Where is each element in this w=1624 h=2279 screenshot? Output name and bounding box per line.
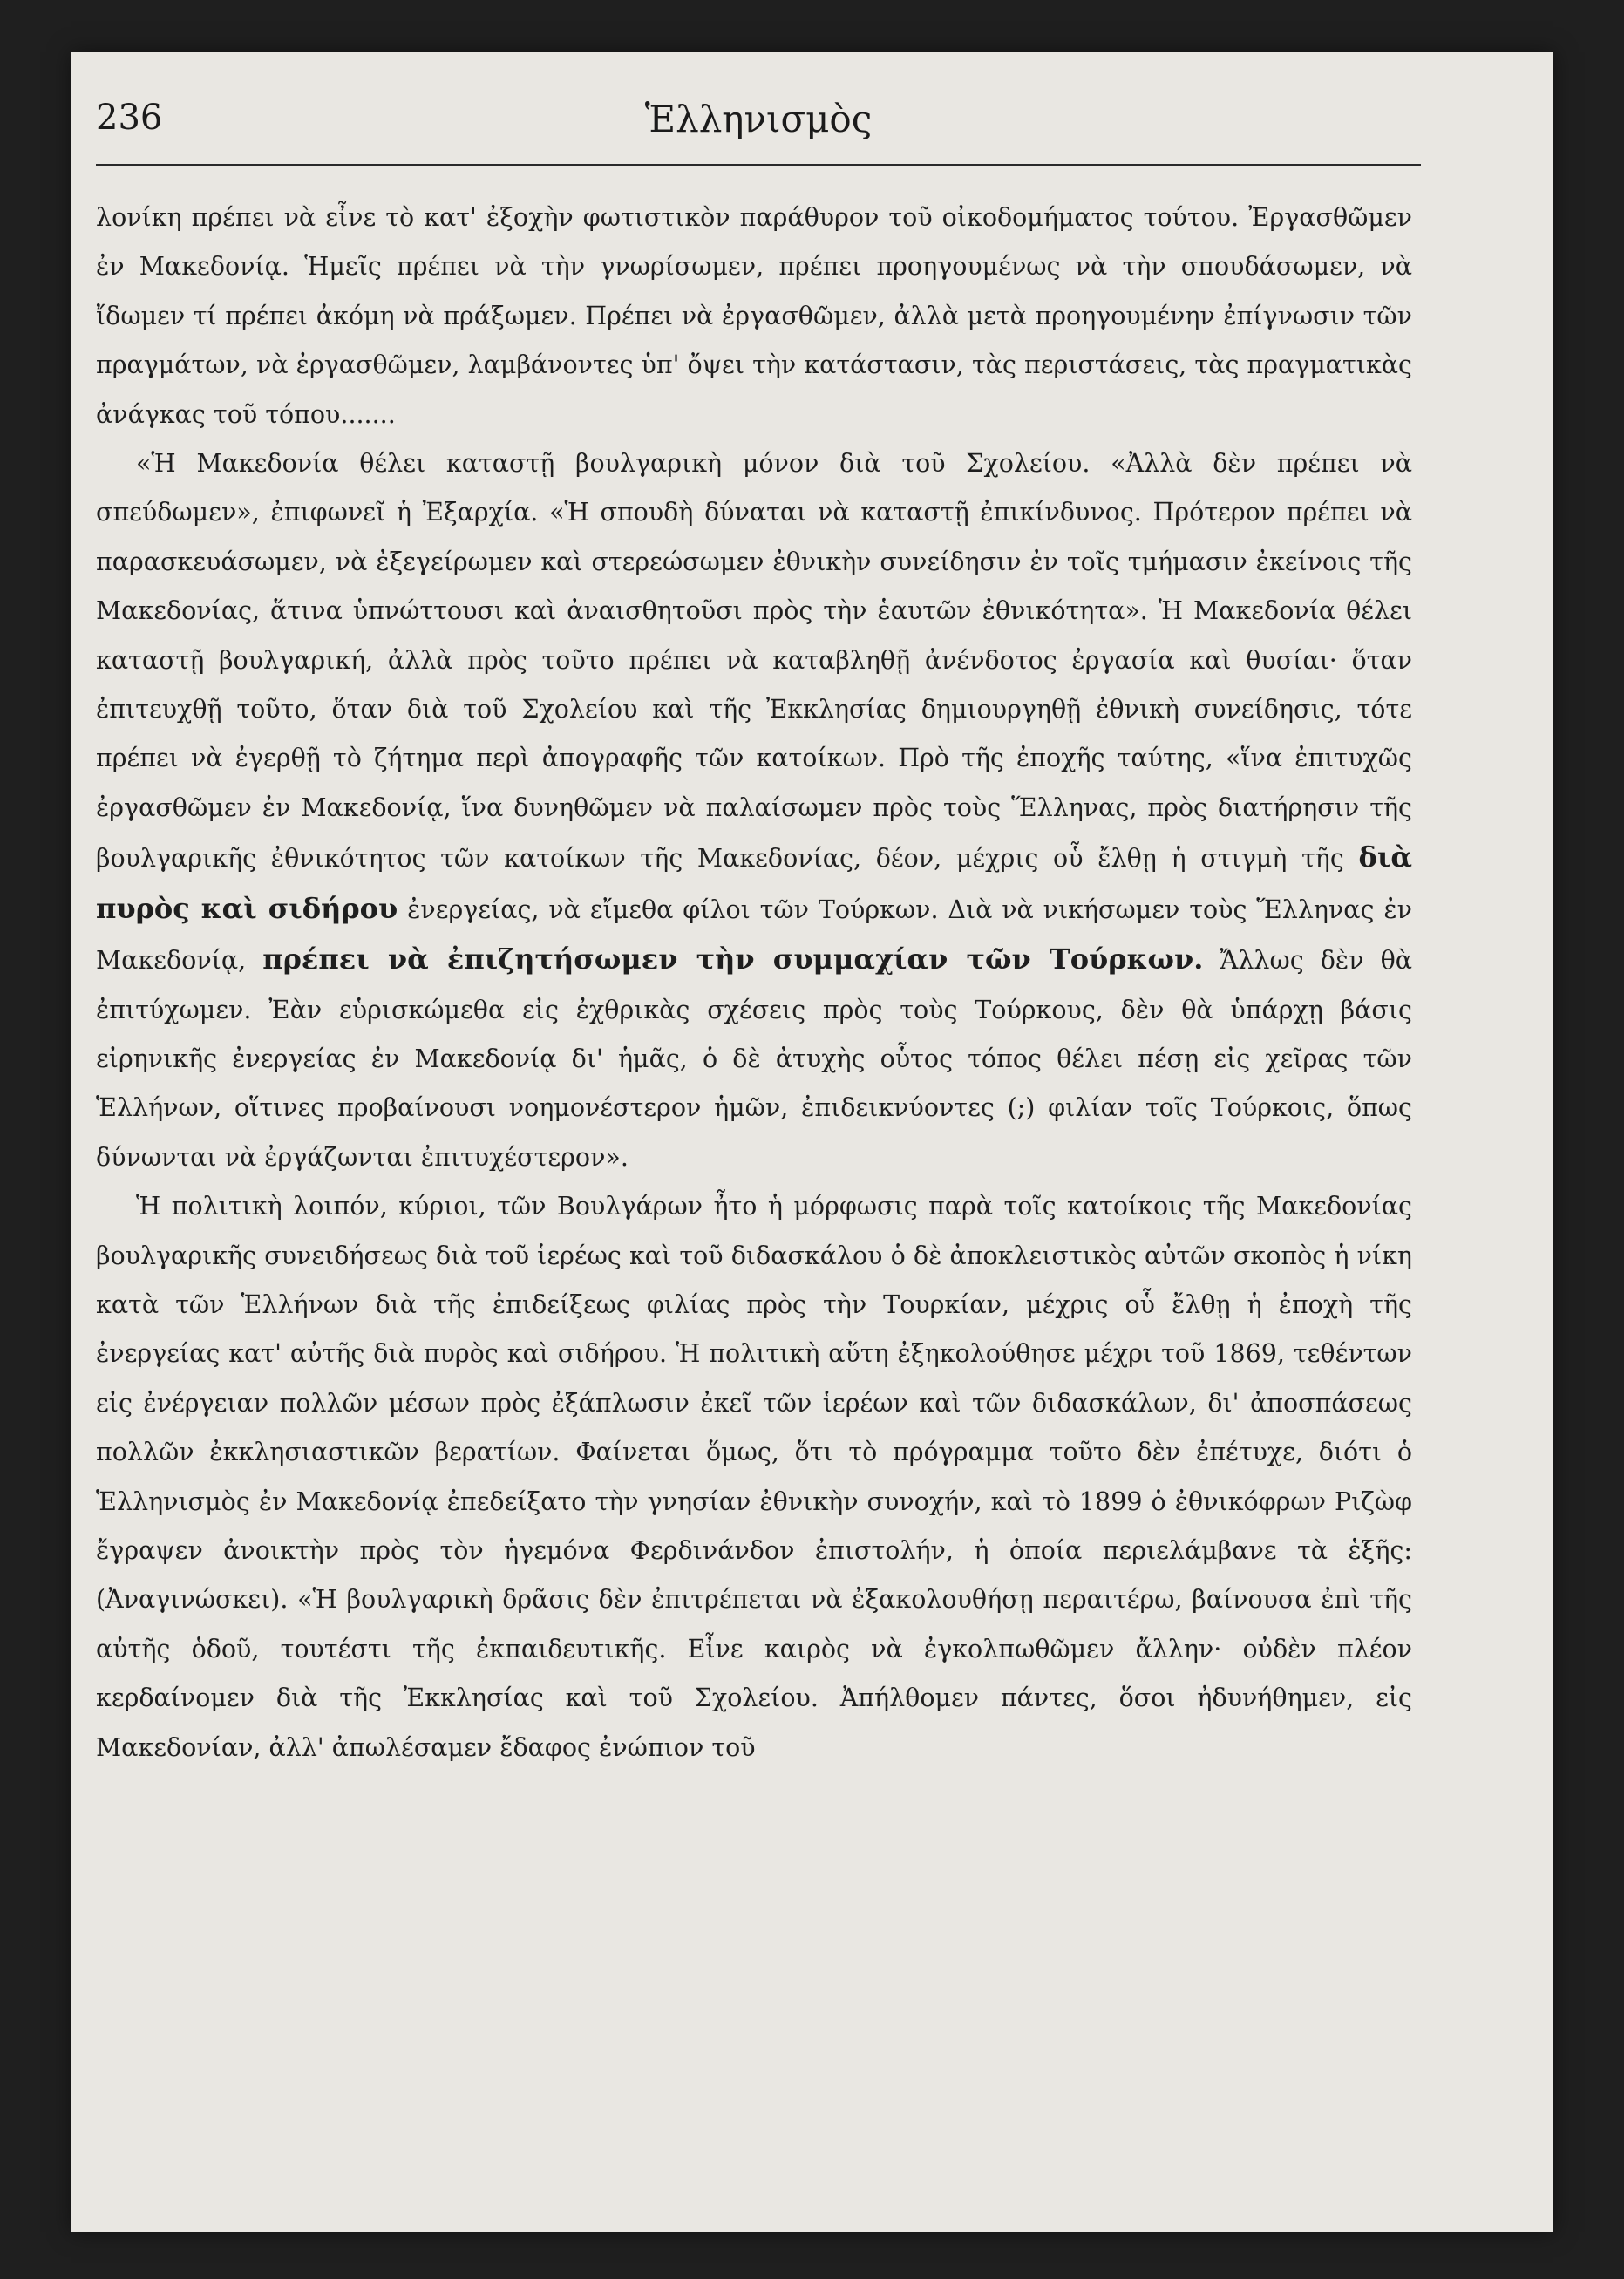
text-segment: ἐνεργείας, νὰ εἴμεθα φίλοι τῶν Τούρκων. Διὰ νὰ νικήσωμεν τοὺς Ἕλληνας ἐν Μακεδονίᾳ, bbox=[96, 895, 1412, 976]
text-segment: «Ἡ Μακεδονία θέλει καταστῇ βουλγαρικὴ μόνον διὰ τοῦ Σχολείου. «Ἀλλὰ δὲν πρέπει νὰ σπεύδωμεν», ἐπιφωνεῖ ἡ Ἐξαρχία. «Ἡ σπουδὴ δύναται νὰ καταστῇ ἐπικίνδυνος. Πρότερον πρέπει νὰ παρασκευάσωμεν, νὰ ἐξεγείρωμεν καὶ στερεώσωμεν ἐθνικὴν συνείδησιν ἐν τοῖς τμήμασιν ἐκείνοις τῆς Μακεδονίας, ἅτινα ὑπνώττουσι καὶ ἀναισθητοῦσι πρὸς τὴν ἑαυτῶν ἐθνικότητα». Ἡ Μακεδονία θέλει καταστῇ βουλγαρική, ἀλλὰ πρὸς τοῦτο πρέπει νὰ καταβληθῇ ἀνένδοτος ἐργασία καὶ θυσίαι· ὅταν ἐπιτευχθῇ τοῦτο, ὅταν διὰ τοῦ Σχολείου καὶ τῆς Ἐκκλησίας δημιουργηθῇ ἐθνικὴ συνείδησις, τότε πρέπει νὰ ἐγερθῇ τὸ ζήτημα περὶ ἀπογραφῆς τῶν κατοίκων. Πρὸ τῆς ἐποχῆς ταύτης, «ἵνα ἐπιτυχῶς ἐργασθῶμεν ἐν Μακεδονίᾳ, ἵνα δυνηθῶμεν νὰ παλαίσωμεν πρὸς τοὺς Ἕλληνας, πρὸς διατήρησιν τῆς βουλγαρικῆς ἐθνικότητος τῶν κατοίκων τῆς Μακεδονίας, δέον, μέχρις οὗ ἔλθῃ ἡ στιγμὴ τῆς bbox=[96, 449, 1412, 874]
paragraph-quote bbox=[96, 439, 1412, 1182]
text-segment: Ἡ πολιτικὴ λοιπόν, κύριοι, τῶν Βουλγάρων ἦτο ἡ μόρφωσις παρὰ τοῖς κατοίκοις τῆς Μακεδονίας βουλγαρικῆς συνειδήσεως διὰ τοῦ ἱερέως καὶ τοῦ διδασκάλου ὁ δὲ ἀποκλειστικὸς αὐτῶν σκοπὸς ἡ νίκη κατὰ τῶν Ἑλλήνων διὰ τῆς ἐπιδείξεως φιλίας πρὸς τὴν Τουρκίαν, μέχρις οὗ ἔλθῃ ἡ ἐποχὴ τῆς ἐνεργείας κατ' αὐτῆς διὰ πυρὸς καὶ σιδήρου. Ἡ πολιτικὴ αὕτη ἐξηκολούθησε μέχρι τοῦ 1869, τεθέντων εἰς ἐνέργειαν πολλῶν μέσων πρὸς ἐξάπλωσιν ἐκεῖ τῶν ἱερέων καὶ τῶν διδασκάλων, δι' ἀποσπάσεως πολλῶν ἐκκλησιαστικῶν βερατίων. Φαίνεται ὅμως, ὅτι τὸ πρόγραμμα τοῦτο δὲν ἐπέτυχε, διότι ὁ Ἑλληνισμὸς ἐν Μακεδονίᾳ ἐπεδείξατο τὴν γνησίαν ἐθνικὴν συνοχήν, καὶ τὸ 1899 ὁ ἐθνικόφρων Ριζὼφ ἔγραψεν ἀνοικτὴν πρὸς τὸν ἡγεμόνα Φερδινάνδον ἐπιστολήν, ἡ ὁποία περιελάμβανε τὰ ἑξῆς: (Ἀναγινώσκει). «Ἡ βουλγαρικὴ δρᾶσις δὲν ἐπιτρέπεται νὰ ἐξακολουθήσῃ περαιτέρω, βαίνουσα ἐπὶ τῆς αὐτῆς ὁδοῦ, τουτέστι τῆς ἐκπαιδευτικῆς. Εἶνε καιρὸς νὰ ἐγκολπωθῶμεν ἄλλην· οὐδὲν πλέον κερδαίνομεν διὰ τῆς Ἐκκλησίας καὶ τοῦ Σχολείου. Ἀπήλθομεν πάντες, ὅσοι ἠδυνήθημεν, εἰς Μακεδονίαν, ἀλλ' ἀπωλέσαμεν ἔδαφος ἐνώπιον τοῦ bbox=[96, 1192, 1412, 1762]
text-segment: λονίκη πρέπει νὰ εἶνε τὸ κατ' ἐξοχὴν φωτιστικὸν παράθυρον τοῦ οἰκοδομήματος τούτου. Ἐργασθῶμεν ἐν Μακεδονίᾳ. Ἡμεῖς πρέπει νὰ τὴν γνωρίσωμεν, πρέπει προηγουμένως νὰ τὴν σπουδάσωμεν, νὰ ἴδωμεν τί πρέπει ἀκόμη νὰ πράξωμεν. Πρέπει νὰ ἐργασθῶμεν, ἀλλὰ μετὰ προηγουμένην ἐπίγνωσιν τῶν πραγμάτων, νὰ ἐργασθῶμεν, λαμβάνοντες ὑπ' ὄψει τὴν κατάστασιν, τὰς περιστάσεις, τὰς πραγματικὰς ἀνάγκας τοῦ τόπου....... bbox=[96, 203, 1412, 429]
emphasis-text: πρέπει νὰ ἐπιζητήσωμεν τὴν συμμαχίαν τῶν Τούρκων. bbox=[262, 942, 1204, 976]
text-segment: Ἄλλως δὲν θὰ ἐπιτύχωμεν. Ἐὰν εὑρισκώμεθα εἰς ἐχθρικὰς σχέσεις πρὸς τοὺς Τούρκους, δὲν θὰ ὑπάρχῃ βάσις εἰρηνικῆς ἐνεργείας ἐν Μακεδονίᾳ δι' ἡμᾶς, ὁ δὲ ἀτυχὴς οὗτος τόπος θέλει πέσῃ εἰς χεῖρας τῶν Ἑλλήνων, οἵτινες προβαίνουσι νοημονέστερον ἡμῶν, ἐπιδεικνύοντες (;) φιλίαν τοῖς Τούρκοις, ὅπως δύνωνται νὰ ἐργάζωνται ἐπιτυχέστερον». bbox=[96, 946, 1413, 1172]
page-number: 236 bbox=[96, 98, 163, 138]
emphasis-text: διὰ πυρὸς καὶ σιδήρου bbox=[96, 840, 1412, 925]
body-text bbox=[96, 194, 1412, 1772]
paragraph-continuation bbox=[96, 194, 1412, 439]
header-rule bbox=[96, 164, 1421, 166]
paragraph-policy bbox=[96, 1182, 1412, 1772]
page-header bbox=[96, 98, 1421, 159]
running-title: Ἑλληνισμὸς bbox=[644, 98, 873, 140]
